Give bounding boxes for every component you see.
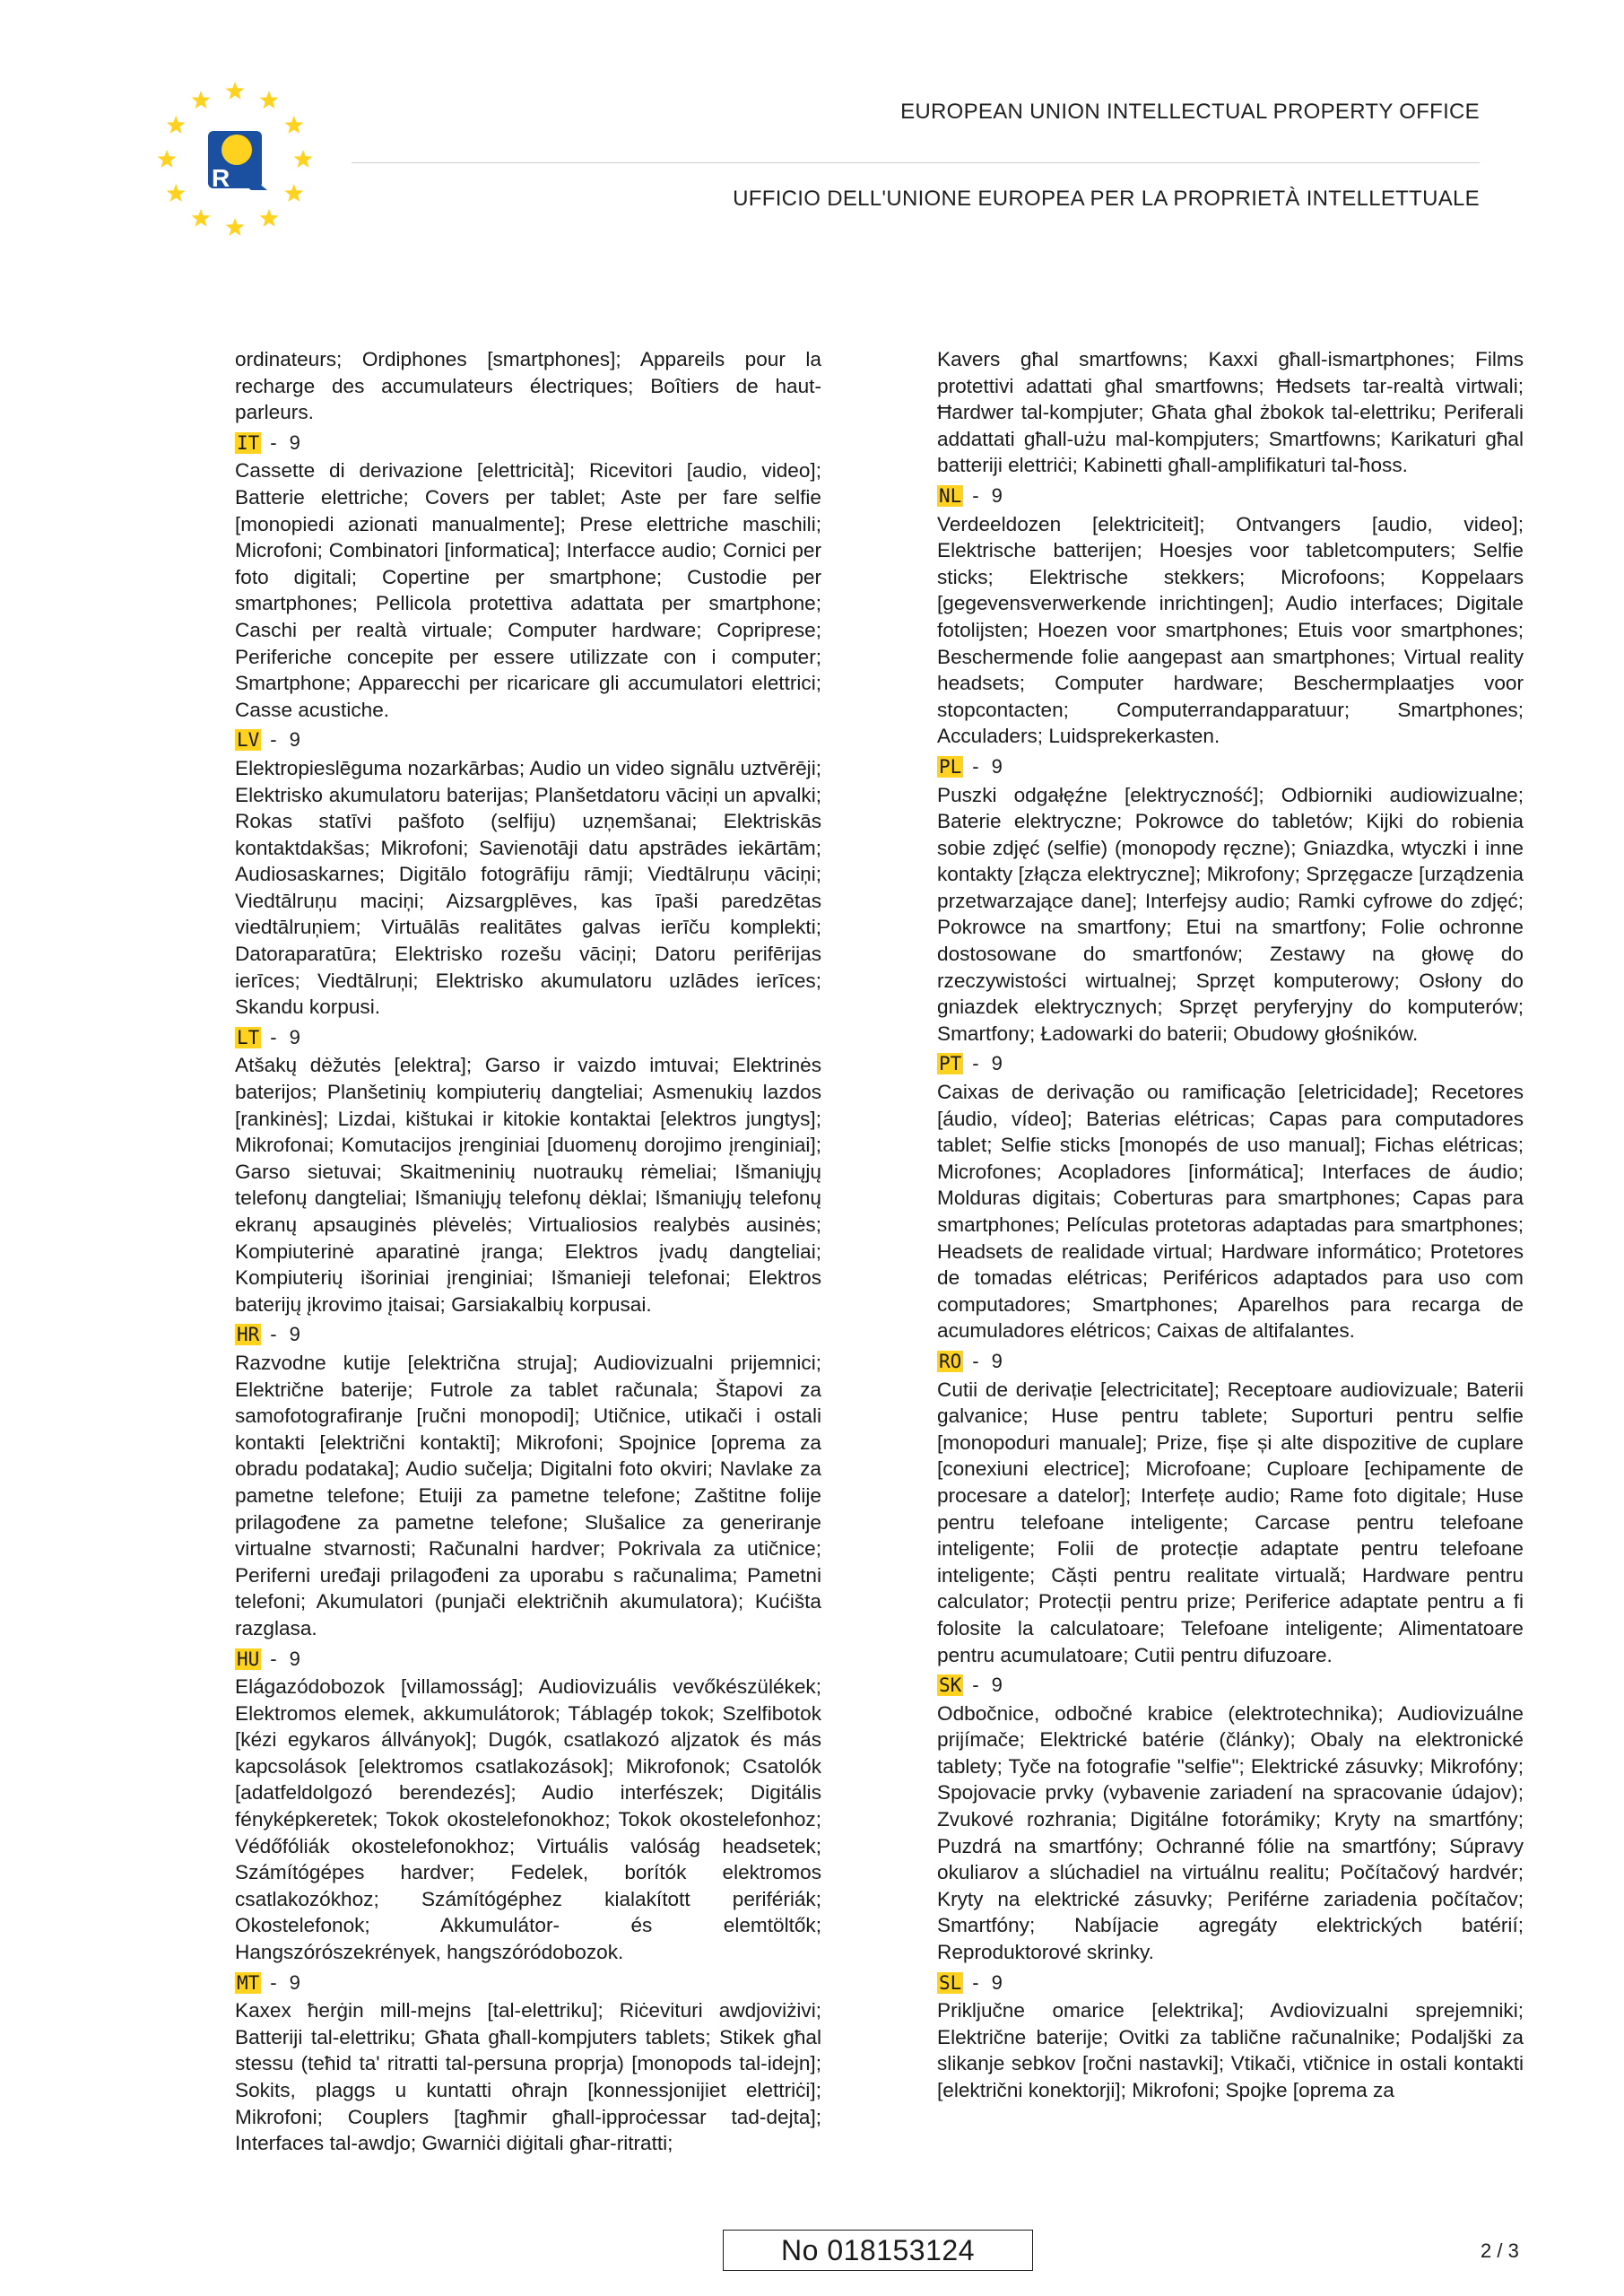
- office-title-en: EUROPEAN UNION INTELLECTUAL PROPERTY OFFICE: [900, 100, 1480, 124]
- lang-code: PT: [939, 1053, 962, 1075]
- lang-header-it: [235, 430, 821, 457]
- continued-text: ordinateurs; Ordiphones [smartphones]; Appareils pour la recharge des accumulateurs électriques; Boîtiers de haut-parleurs.: [235, 348, 821, 424]
- lang-header-pt: [937, 1050, 1524, 1078]
- star-icon: [158, 150, 177, 168]
- goods-list-lt: Atšakų dėžutės [elektra]; Garso ir vaizdo imtuvai; Elektrinės baterijos; Planšetinių kompiuterių dangteliai; Asmenukių lazdos [rankinės]; Lizdai, kištukai ir kitokie kontaktai [elektros jungtys]; Mikrofonai; Komutacijos įrenginiai [duomenų dorojimo įrenginiai]; Garso sietuvai; Skaitmeninių nuotraukų rėmeliai; Išmaniųjų telefonų dangteliai; Išmaniųjų telefonų dėklai; Išmaniųjų telefonų ekranų apsauginės plėvelės; Virtualiosios realybės ausinės; Kompiuterinė aparatinė įranga; Elektros įvadų dangteliai; Kompiuterių išoriniai įrenginiai; Išmanieji telefonai; Elektros baterijų įkrovimo įtaisai; Garsiakalbių korpusai.: [235, 1054, 821, 1316]
- lang-code: LV: [237, 729, 260, 752]
- star-icon: [260, 91, 279, 109]
- lang-code: LT: [237, 1026, 260, 1048]
- goods-list-pl: Puszki odgałęźne [elektryczność]; Odbiorniki audiowizualne; Baterie elektryczne; Pokrowce do tabletów; Kijki do robienia sobie zdjęć (selfie) (monopody ręczne); Gniazdka, wtyczki i inne kontakty [złącza elektryczne]; Mikrofony; Sprzęgacze [urządzenia przetwarzające dane]; Interfejsy audio; Ramki cyfrowe do zdjęć; Pokrowce na smartfony; Etui na smartfony; Folie ochronne dostosowane do smartfonów; Zestawy na głowę do rzeczywistości wirtualnej; Sprzęt komputerowy; Osłony do gniazdek elektrycznych; Sprzęt peryferyjny do komputerów; Smartfony; Ładowarki do baterii; Obudowy głośników.: [937, 783, 1524, 1045]
- lang-separator: -: [972, 1674, 979, 1697]
- lang-header-lt: [235, 1024, 821, 1052]
- lang-separator: -: [270, 1025, 277, 1048]
- lang-header-ro: [937, 1348, 1524, 1376]
- document-number-box: No 018153124: [723, 2230, 1033, 2271]
- lang-code: IT: [237, 431, 260, 454]
- logo-circle: [221, 135, 252, 165]
- class-number: 9: [991, 1970, 1003, 1994]
- lang-header-nl: [937, 483, 1524, 510]
- lang-separator: -: [972, 754, 979, 778]
- lang-header-lv: [235, 726, 821, 754]
- euipo-logo: [154, 79, 316, 240]
- lang-code: HU: [237, 1648, 260, 1670]
- class-number: 9: [289, 1323, 300, 1346]
- lang-code: HR: [237, 1324, 260, 1346]
- lang-header-sk: [937, 1672, 1524, 1700]
- class-number: 9: [991, 754, 1003, 778]
- class-number: 9: [289, 430, 300, 454]
- goods-list-it: Cassette di derivazione [elettricità]; Ricevitori [audio, video]; Batterie elettriche; Covers per tablet; Aste per fare selfie [monopiedi azionati manualmente]; Prese elettriche maschili; Microfoni; Combinatori [informatica]; Interfacce audio; Cornici per foto digitali; Copertine per smartphone; Custodie per smartphones; Pellicola protettiva adattata per smartphone; Caschi per realtà virtuale; Computer hardware; Copriprese; Periferiche concepite per essere utilizzate con i computer; Smartphone; Apparecchi per ricaricare gli accumulatori elettrici; Casse acustiche.: [235, 459, 821, 721]
- office-title-it: UFFICIO DELL'UNIONE EUROPEA PER LA PROPRIETÀ INTELLETTUALE: [733, 187, 1480, 211]
- lang-header-hu: [235, 1646, 821, 1674]
- star-icon: [226, 82, 245, 100]
- lang-code: SL: [939, 1971, 962, 1994]
- lang-header-mt: [235, 1970, 821, 1997]
- goods-list-nl: Verdeeldozen [elektriciteit]; Ontvangers [audio, video]; Elektrische batterijen; Hoesjes voor tabletcomputers; Selfie sticks; Elektrische stekkers; Microfoons; Koppelaars [gegevensverwerkende inrichtingen]; Audio interfaces; Digitale fotolijsten; Hoezen voor smartphones; Etuis voor smartphones; Beschermende folie aangepast aan smartphones; Virtual reality headsets; Computer hardware; Beschermplaatjes voor stopcontacten; Computerrandapparatuur; Smartphones; Acculaders; Luidsprekerkasten.: [937, 512, 1524, 748]
- lang-separator: -: [270, 1970, 277, 1994]
- goods-list-lv: Elektropieslēguma nozarkārbas; Audio un video signālu uztvērēji; Elektrisko akumulatoru baterijas; Planšetdatoru vāciņi un apvalki; Rokas statīvi pašfoto (selfiju) uzņemšanai; Elektriskās kontaktdakšas; Mikrofoni; Savienotāji datu apstrādes iekārtām; Audiosaskarnes; Digitālo fotogrāfiju rāmji; Viedtālruņu vāciņi; Viedtālruņu maciņi; Aizsargplēves, kas īpaši paredzētas viedtālruņiem; Virtuālās realitātes galvas ierīču komplekti; Datoraparatūra; Elektrisko rozešu vāciņi; Datoru perifērijas ierīces; Viedtālruņi; Elektrisko akumulatoru uzlādes ierīces; Skandu korpusi.: [235, 756, 821, 1019]
- star-icon: [260, 209, 279, 227]
- star-icon: [226, 218, 245, 236]
- lang-separator: -: [972, 1349, 979, 1372]
- lang-header-hr: [235, 1321, 821, 1349]
- class-number: 9: [991, 1052, 1003, 1075]
- class-number: 9: [289, 1025, 300, 1048]
- lang-separator: -: [972, 1052, 979, 1075]
- star-icon: [167, 184, 186, 202]
- goods-list-sk: Odbočnice, odbočné krabice (elektrotechnika); Audiovizuálne prijímače; Elektrické batérie (články); Obaly na elektronické tablety; Tyče na fotografie "selfie"; Elektrické zásuvky; Mikrofóny; Spojovacie prvky (vybavenie zariadení na spracovanie údajov); Zvukové rozhrania; Digitálne fotorámiky; Kryty na smartfóny; Puzdrá na smartfóny; Ochranné fólie na smartfóny; Súpravy okuliarov a slúchadiel na virtuálnu realitu; Počítačový hardvér; Kryty na elektrické zásuvky; Periférne zariadenia počítačov; Smartfóny; Nabíjacie agregáty elektrických batérií; Reproduktorové skrinky.: [937, 1701, 1524, 1964]
- lang-code: NL: [939, 484, 962, 507]
- lang-separator: -: [270, 430, 277, 454]
- lang-separator: -: [972, 483, 979, 507]
- lang-code: PL: [939, 755, 962, 778]
- star-icon: [284, 184, 303, 202]
- page-number: 2 / 3: [1481, 2239, 1519, 2262]
- star-icon: [167, 116, 186, 134]
- lang-separator: -: [270, 1323, 277, 1346]
- lang-separator: -: [270, 728, 277, 752]
- class-number: 9: [289, 1970, 300, 1994]
- lang-code: RO: [939, 1350, 962, 1372]
- class-number: 9: [991, 1674, 1003, 1697]
- logo-letter: R: [212, 164, 230, 192]
- lang-code: SK: [939, 1674, 962, 1697]
- header-divider: [352, 162, 1480, 163]
- left-column: [235, 346, 821, 2161]
- goods-list-hu: Elágazódobozok [villamosság]; Audiovizuális vevőkészülékek; Elektromos elemek, akkumulátorok; Táblagép tokok; Szelfibotok [kézi egykaros állványok]; Dugók, csatlakozó aljzatok és más kapcsolások [elektromos csatlakozások]; Mikrofonok; Csatolók [adatfeldolgozó berendezés]; Audio interfészek; Digitális fényképkeretek; Tokok okostelefonokhoz; Tokok okostelefonhoz; Védőfóliák okostelefonokhoz; Virtuális valóság headsetek; Számítógépes hardver; Fedelek, borítók elektromos csatlakozókhoz; Számítógéphez kialakított perifériák; Okostelefonok; Akkumulátor- és elemtöltők; Hangszórószekrények, hangszóródobozok.: [235, 1675, 821, 1964]
- right-column: [937, 346, 1524, 2108]
- lang-header-sl: [937, 1970, 1524, 1997]
- star-icon: [192, 91, 211, 109]
- goods-list-hr: Razvodne kutije [električna struja]; Audiovizualni prijemnici; Električne baterije; Futrole za tablet računala; Štapovi za samofotografiranje [ručni monopodi]; Utičnice, utikači i ostali kontakti [električni kontakti]; Mikrofoni; Spojnice [oprema za obradu podataka]; Audio sučelja; Digitalni foto okviri; Navlake za pametne telefone; Etuiji za pametne telefone; Zaštitne folije prilagođene za pametne telefone; Slušalice za generiranje virtualne stvarnosti; Računalni hardver; Pokrivala za utičnice; Periferni uređaji prilagođeni za uporabu s računalima; Pametni telefoni; Akumulatori (punjači električnih akumulatora); Kućišta razglasa.: [235, 1351, 821, 1639]
- continued-text: Kavers għal smartfowns; Kaxxi għall-ismartphones; Films protettivi adattati għal smartfowns; Ħedsets tar-realtà virtwali; Ħardwer tal-kompjuter; Għata għal żbokok tal-elettriku; Periferali addattati għall-użu mal-kompjuters; Smartfowns; Karikaturi għal batteriji elettriċi; Kabinetti għall-amplifikaturi tal-ħoss.: [937, 348, 1524, 477]
- star-icon: [284, 116, 303, 134]
- goods-list-pt: Caixas de derivação ou ramificação [eletricidade]; Recetores [áudio, vídeo]; Baterias elétricas; Capas para computadores tablet; Selfie sticks [monopés de uso manual]; Fichas elétricas; Microfones; Acopladores [informática]; Interfaces de áudio; Molduras digitais; Coberturas para smartphones; Capas para smartphones; Películas protetoras adaptadas para smartphones; Headsets de realidade virtual; Hardware informático; Protetores de tomadas elétricas; Periféricos adaptados para uso com computadores; Smartphones; Aparelhos para recarga de acumuladores elétricos; Caixas de altifalantes.: [937, 1081, 1524, 1343]
- class-number: 9: [991, 483, 1003, 507]
- goods-list-mt: Kaxex ħerġin mill-mejns [tal-elettriku]; Riċevituri awdjoviżivi; Batteriji tal-elettriku; Għata għall-kompjuters tablets; Stikek għal stessu (teħid ta' ritratti tal-persuna proprja) [monopods tal-idejn]; Sokits, plaggs u kuntatti oħrajn [konnessjonijiet elettriċi]; Mikrofoni; Couplers [tagħmir għall-ipproċessar tad-dejta]; Interfaces tal-awdjo; Gwarniċi diġitali għar-ritratti;: [235, 1999, 821, 2155]
- lang-code: MT: [237, 1971, 260, 1994]
- star-icon: [294, 150, 313, 168]
- lang-header-pl: [937, 753, 1524, 781]
- class-number: 9: [289, 1647, 300, 1670]
- lang-separator: -: [972, 1970, 979, 1994]
- goods-list-sl: Priključne omarice [elektrika]; Avdiovizualni sprejemniki; Električne baterije; Ovitki za tablične računalnike; Podaljški za slikanje sebkov [ročni nastavki]; Vtikači, vtičnice in ostali kontakti [električni konektorji]; Mikrofoni; Spojke [oprema za: [937, 1999, 1524, 2101]
- class-number: 9: [289, 728, 300, 752]
- class-number: 9: [991, 1349, 1003, 1372]
- lang-separator: -: [270, 1647, 277, 1670]
- star-icon: [192, 209, 211, 227]
- goods-list-ro: Cutii de derivație [electricitate]; Receptoare audiovizuale; Baterii galvanice; Huse pentru tablete; Suporturi pentru selfie [monopoduri manuale]; Prize, fișe și alte dispozitive de cuplare [conexiuni electrice]; Microfoane; Cuploare [echipamente de procesare a datelor]; Interfețe audio; Rame foto digitale; Huse pentru telefoane inteligente; Carcase pentru telefoane inteligente; Folii de protecție adaptate pentru telefoane inteligente; Căști pentru realitate virtuală; Hardware pentru calculator; Protecții pentru prize; Periferice adaptate pentru a fi folosite la calculatoare; Telefoane inteligente; Alimentatoare pentru acumulatoare; Cutii pentru difuzoare.: [937, 1378, 1524, 1666]
